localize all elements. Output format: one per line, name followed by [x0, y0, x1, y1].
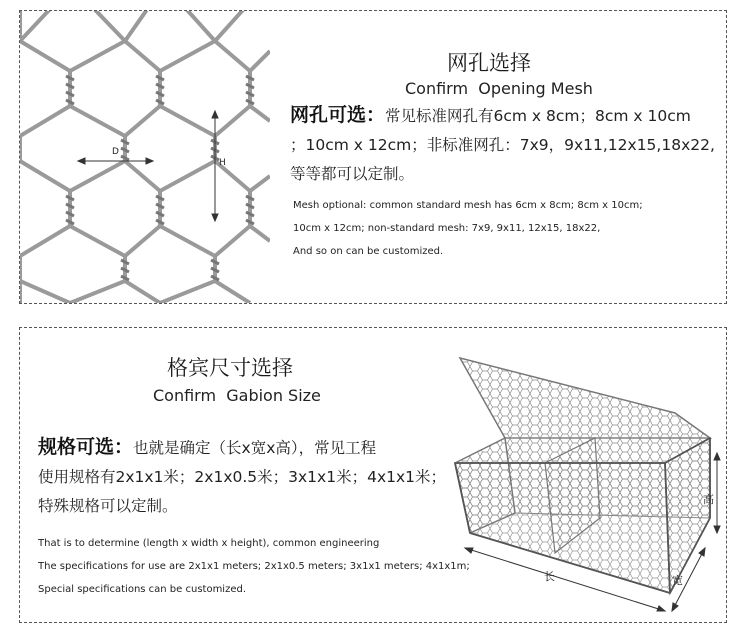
size-description-cn — [38, 432, 468, 521]
mesh-en-line-3: And so on can be customized. — [293, 246, 444, 257]
size-description-en — [38, 532, 470, 601]
mesh-lead: 网孔可选： — [290, 104, 386, 126]
mesh-description-en — [293, 194, 713, 263]
dimension-label-h: H — [219, 158, 226, 168]
size-lead: 规格可选： — [38, 436, 134, 458]
size-en-line-1: That is to determine (length x width x height), common engineering — [38, 538, 380, 549]
mesh-cn-line-1: 常见标准网孔有6cm x 8cm；8cm x 10cm — [385, 107, 691, 125]
mesh-en-line-1: Mesh optional: common standard mesh has 6cm x 8cm; 8cm x 10cm; — [293, 200, 643, 211]
size-en-line-3: Special specifications can be customized. — [38, 584, 247, 595]
size-cn-line-1: 也就是确定（长x宽x高），常见工程 — [133, 439, 377, 457]
size-cn-line-2: 使用规格有2x1x1米；2x1x0.5米；3x1x1米；4x1x1米； — [38, 468, 447, 486]
mesh-en-line-2: 10cm x 12cm; non-standard mesh: 7x9, 9x11, 12x15, 18x22, — [293, 223, 601, 234]
mesh-description-cn — [290, 100, 722, 189]
size-title-en: Confirm Gabion Size — [153, 386, 321, 405]
dimension-label-width: 宽 — [672, 574, 683, 587]
size-en-line-2: The specifications for use are 2x1x1 meters; 2x1x0.5 meters; 3x1x1 meters; 4x1x1m; — [38, 561, 470, 572]
mesh-title-en: Confirm Opening Mesh — [405, 79, 593, 98]
mesh-cn-line-3: 等等都可以定制。 — [290, 165, 415, 183]
mesh-title-cn: 网孔选择 — [447, 51, 531, 75]
dimension-label-height: 高 — [703, 493, 714, 506]
size-panel — [19, 327, 727, 623]
mesh-panel — [19, 10, 727, 304]
dimension-label-length: 长 — [544, 570, 555, 583]
mesh-cn-line-2: ；10cm x 12cm；非标准网孔：7x9，9x11,12x15,18x22, — [290, 136, 715, 154]
dimension-label-d: D — [112, 147, 119, 157]
hex-mesh-illustration — [20, 11, 270, 303]
size-title-cn: 格宾尺寸选择 — [167, 356, 293, 380]
size-cn-line-3: 特殊规格可以定制。 — [38, 497, 178, 515]
